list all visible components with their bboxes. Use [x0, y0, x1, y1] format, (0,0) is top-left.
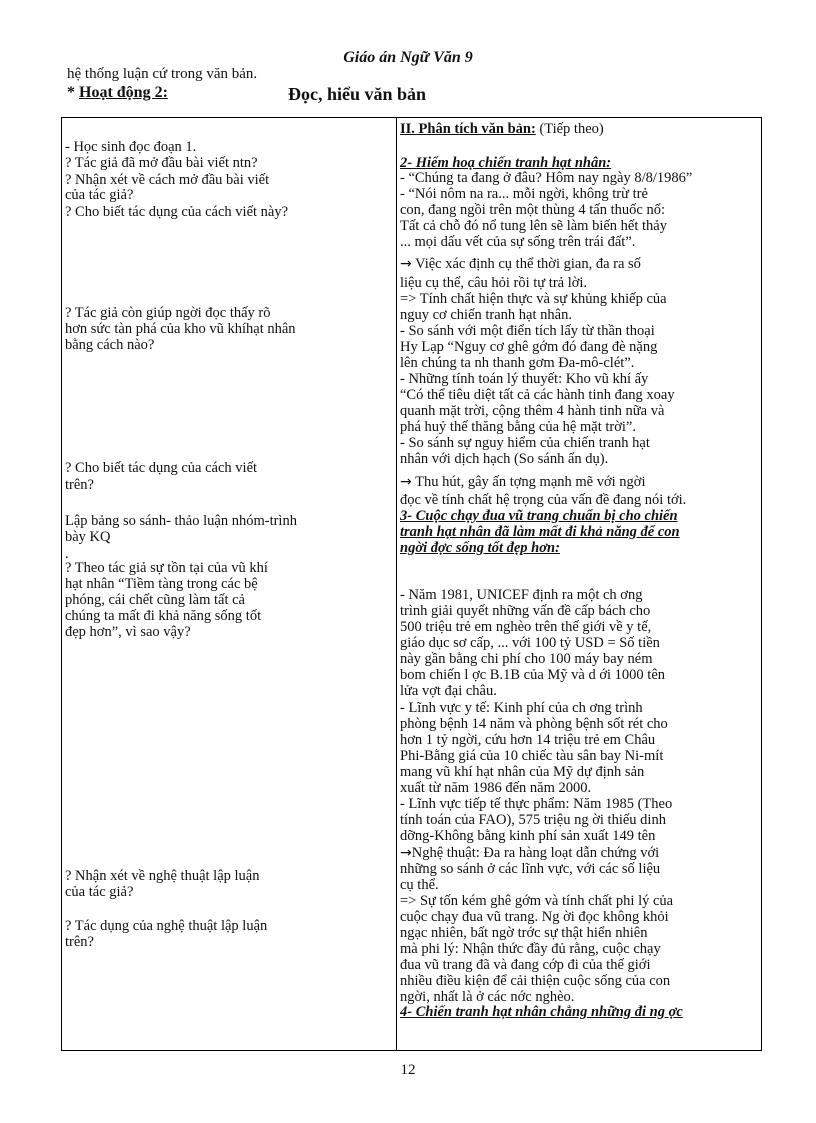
- content-line: bom chiến l ợc B.1B của Mỹ và d ới 1000 tên: [400, 667, 666, 683]
- question-line: đẹp hơn”, vì sao vậy?: [65, 624, 191, 640]
- lesson-table: [61, 117, 762, 1051]
- subsection-4-heading: 4- Chiến tranh hạt nhân chẳng những đi ng ợc: [400, 1005, 683, 1020]
- content-line: - “Nói nôm na ra... mỗi ngời, không trừ trẻ: [400, 186, 648, 202]
- content-line: cuộc chạy đua vũ trang. Ng ời đọc không khỏi: [400, 909, 669, 925]
- content-line: nguy cơ chiến tranh hạt nhân.: [400, 307, 572, 323]
- content-line: dỡng-Không bằng kinh phí sản xuất 149 tên: [400, 828, 656, 844]
- question-line: ? Cho biết tác dụng của cách viết: [65, 460, 258, 476]
- arrow-icon: →: [400, 845, 412, 861]
- content-line: những so sánh ở các lĩnh vực, với các số liệu: [400, 861, 661, 877]
- content-line: phòng bệnh 14 năm và phòng bệnh sốt rét cho: [400, 716, 668, 732]
- question-line: ? Tác dụng của nghệ thuật lập luận: [65, 918, 268, 934]
- question-line: ? Nhận xét về cách mở đầu bài viết: [65, 172, 270, 188]
- subsection-3-heading: ngời đợc sống tốt đẹp hơn:: [400, 540, 560, 556]
- content-line: 500 triệu trẻ em nghèo trên thế giới về y tế,: [400, 619, 652, 635]
- question-line: hạt nhân “Tiềm tàng trong các bệ: [65, 576, 258, 592]
- content-line: [400, 475, 760, 490]
- content-line: mà phi lý: Nhận thức đầy đủ rằng, cuộc chạy: [400, 941, 661, 957]
- content-line: - So sánh sự nguy hiểm của chiến tranh hạt: [400, 435, 650, 451]
- content-line: xuất từ năm 1986 đến năm 2000.: [400, 780, 592, 796]
- content-line: liệu cụ thể, câu hỏi rồi tự trả lời.: [400, 275, 588, 291]
- arrow-icon: →: [400, 256, 412, 272]
- content-line: giáo dục sơ cấp, ... với 100 tỷ USD = Số tiền: [400, 635, 660, 651]
- content-line: - Lĩnh vực y tế: Kinh phí của ch ơng trình: [400, 700, 643, 716]
- content-line: - Những tính toán lý thuyết: Kho vũ khí ấy: [400, 371, 649, 387]
- question-line: hơn sức tàn phá của kho vũ khíhạt nhân: [65, 321, 296, 337]
- content-line: lửa vợt đại châu.: [400, 683, 497, 699]
- activity-prefix: *: [67, 84, 79, 101]
- content-line: tính toán của FAO), 575 triệu ng ời thiếu dinh: [400, 812, 666, 828]
- content-line: [400, 257, 760, 272]
- content-line: ... mọi dấu vết của sự sống trên trái đất”.: [400, 234, 636, 250]
- question-line: phóng, cái chết cũng làm tất cả: [65, 592, 245, 608]
- content-line: nhiều điều kiện để cải thiện cuộc sống của con: [400, 973, 671, 989]
- question-line: - Học sinh đọc đoạn 1.: [65, 139, 197, 155]
- section-heading-text: II. Phân tích văn bản:: [400, 121, 536, 137]
- intro-line: hệ thống luận cứ trong văn bản.: [67, 66, 258, 82]
- content-line: ngạc nhiên, bất ngờ trớc sự thật hiển nhiên: [400, 925, 648, 941]
- question-line: ? Tác giả đã mở đầu bài viết ntn?: [65, 155, 258, 171]
- arrow-icon: →: [400, 474, 412, 490]
- content-line: quanh mặt trời, cộng thêm 4 hành tinh nữa và: [400, 403, 665, 419]
- content-line: Tất cả chỗ đó nổ tung lên sẽ làm biến hết thảy: [400, 218, 667, 234]
- question-line: của tác giả?: [65, 187, 134, 203]
- subsection-3-heading: 3- Cuộc chạy đua vũ trang chuẩn bị cho chiến: [400, 508, 678, 524]
- content-line: ngời, nhất là ở các nớc nghèo.: [400, 989, 575, 1005]
- content-line: trình giải quyết những vấn đề cấp bách cho: [400, 603, 651, 619]
- content-line: - So sánh với một điển tích lấy từ thần thoại: [400, 323, 655, 339]
- content-text: Thu hút, gây ấn tợng mạnh mẽ với ngời: [411, 474, 646, 490]
- section-heading-note: (Tiếp theo): [535, 121, 604, 137]
- activity-label: [67, 84, 168, 102]
- content-line: đọc về tính chất hệ trọng của vấn đề đang nói tới.: [400, 492, 687, 508]
- content-line: Hy Lạp “Nguy cơ ghê gớm đó đang đè nặng: [400, 339, 658, 355]
- content-line: => Tính chất hiện thực và sự khủng khiếp của: [400, 291, 667, 307]
- question-line: trên?: [65, 477, 94, 493]
- question-line: bày KQ: [65, 529, 111, 545]
- question-line: của tác giả?: [65, 884, 134, 900]
- section-heading: [400, 122, 760, 137]
- question-line: trên?: [65, 934, 94, 950]
- question-line: chúng ta mất đi khả năng sống tốt: [65, 608, 262, 624]
- page-number: 12: [400, 1062, 416, 1078]
- content-line: - “Chúng ta đang ở đâu? Hôm nay ngày 8/8/1986”: [400, 170, 693, 186]
- question-line: ? Nhận xét về nghệ thuật lập luận: [65, 868, 260, 884]
- subsection-3-heading: tranh hạt nhân đã làm mất đi khả năng để con: [400, 524, 680, 540]
- content-line: [400, 846, 760, 861]
- content-line: cụ thể.: [400, 877, 439, 893]
- question-line: Lập bảng so sánh- thảo luận nhóm-trình: [65, 513, 297, 529]
- question-line: ? Cho biết tác dụng của cách viết này?: [65, 204, 289, 220]
- content-line: nhân với dịch hạch (So sánh ẩn dụ).: [400, 451, 609, 467]
- question-line: ? Theo tác giả sự tồn tại của vũ khí: [65, 560, 268, 576]
- question-line: bằng cách nào?: [65, 337, 155, 353]
- content-text: Việc xác định cụ thể thời gian, đa ra số: [411, 256, 641, 272]
- content-line: phá huỷ thế thăng bằng của hệ mặt trời”.: [400, 419, 636, 435]
- content-line: hơn 1 tỷ ngời, cứu hơn 14 triệu trẻ em Châu: [400, 732, 656, 748]
- question-line: ? Tác giả còn giúp ngời đọc thấy rõ: [65, 305, 271, 321]
- content-line: - Lĩnh vực tiếp tế thực phẩm: Năm 1985 (Theo: [400, 796, 673, 812]
- content-line: - Năm 1981, UNICEF định ra một ch ơng: [400, 587, 643, 603]
- content-text: Nghệ thuật: Đa ra hàng loạt dẫn chứng với: [411, 845, 660, 861]
- content-line: con, đang ngồi trên một thùng 4 tấn thuốc nổ:: [400, 202, 665, 218]
- content-line: => Sự tốn kém ghê gớm và tính chất phi lý của: [400, 893, 674, 909]
- content-line: này gần bằng chi phí cho 100 máy bay ném: [400, 651, 653, 667]
- content-line: đua vũ trang đã và đang cớp đi của thế giới: [400, 957, 651, 973]
- activity-label-text: Hoạt động 2:: [79, 84, 168, 101]
- content-line: mang vũ khí hạt nhân của Mỹ dự định sản: [400, 764, 645, 780]
- content-line: lên chúng ta nh thanh gơm Đa-mô-clét”.: [400, 355, 635, 371]
- column-divider: [396, 118, 397, 1050]
- content-line: “Có thể tiêu diệt tất cả các hành tinh đang xoay: [400, 387, 675, 403]
- subsection-2-heading: 2- Hiểm hoạ chiến tranh hạt nhân:: [400, 155, 612, 171]
- activity-title: Đọc, hiểu văn bản: [288, 84, 427, 104]
- page-header: Giáo án Ngữ Văn 9: [343, 49, 473, 66]
- question-line: .: [65, 546, 69, 562]
- content-line: Phi-Bằng giá của 10 chiếc tàu sân bay Ni-mít: [400, 748, 664, 764]
